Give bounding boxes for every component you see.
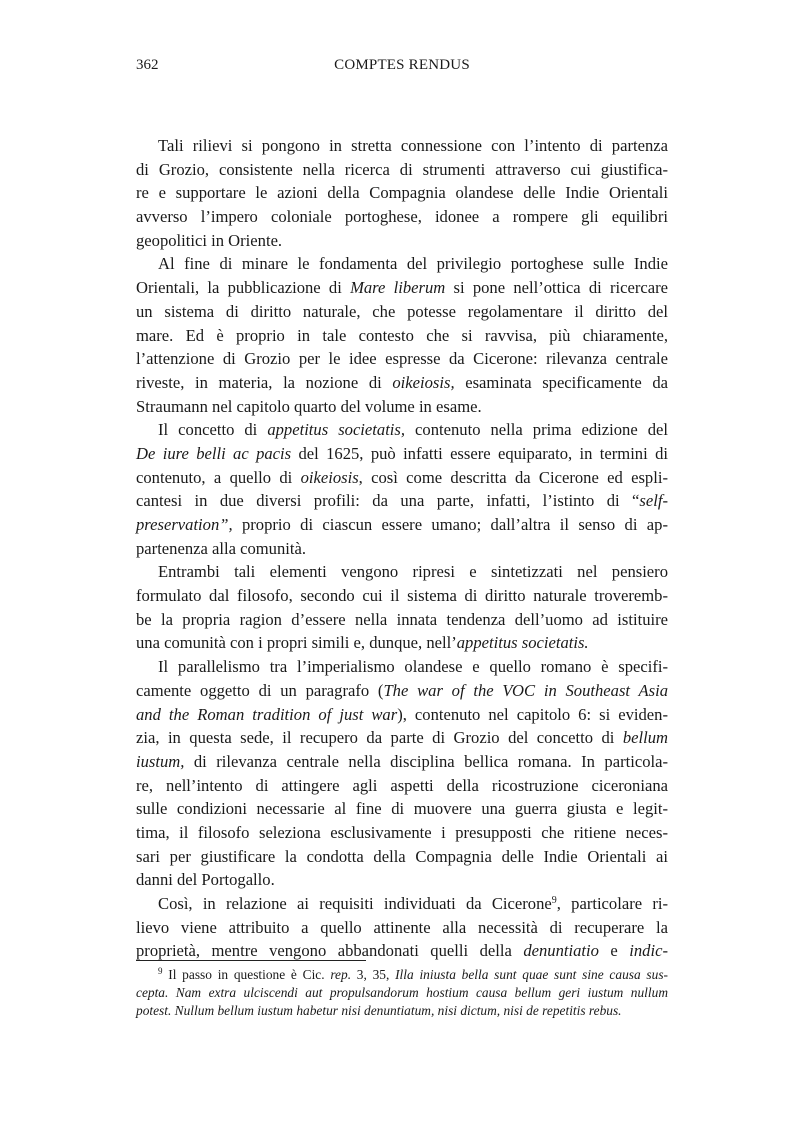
text-line bbox=[136, 134, 668, 158]
italic-text: potest. Nullum bellum iustum habetur nisi denuntiatum, nisi dictum, nisi de repetitis rebus. bbox=[136, 1003, 622, 1018]
text-run: cantesi in due diversi profili: da una parte, infatti, l’istinto di “ bbox=[136, 491, 640, 511]
text-line bbox=[136, 966, 668, 984]
text-line bbox=[136, 608, 668, 632]
text-line bbox=[136, 845, 668, 869]
text-line bbox=[136, 726, 668, 750]
italic-text: oikeiosis bbox=[300, 467, 359, 487]
text-line bbox=[136, 892, 668, 916]
text-run: tima, il filosofo seleziona esclusivamente i presupposti che ritiene neces- bbox=[136, 822, 668, 842]
text-run: geopolitici in Oriente. bbox=[136, 230, 283, 250]
page-header bbox=[136, 57, 668, 77]
text-run: partenenza alla comunità. bbox=[136, 538, 306, 558]
text-line bbox=[136, 252, 668, 276]
italic-text: Illa iniusta bella sunt quae sunt sine causa sus- bbox=[395, 967, 669, 982]
italic-text: appetitus societatis. bbox=[456, 633, 589, 653]
text-line bbox=[136, 181, 668, 205]
text-run: e bbox=[598, 941, 630, 961]
italic-text: self- bbox=[639, 491, 668, 511]
text-line bbox=[136, 631, 668, 655]
footnote-marker: 9 bbox=[158, 966, 163, 976]
text-run: proprietà, mentre vengono abbandonati quelli della bbox=[136, 941, 524, 961]
paragraph bbox=[136, 560, 668, 655]
text-run: camente oggetto di un paragrafo ( bbox=[136, 680, 384, 700]
text-run: del 1625, può infatti essere equiparato, in termini di bbox=[291, 443, 668, 463]
italic-text: appetitus societatis, bbox=[267, 420, 406, 440]
text-run: danni del Portogallo. bbox=[136, 870, 275, 890]
text-run: Entrambi tali elementi vengono ripresi e sintetizzati nel pensiero bbox=[158, 562, 668, 582]
italic-text: indic- bbox=[629, 941, 668, 961]
italic-text: denuntiatio bbox=[523, 941, 599, 961]
text-line bbox=[136, 797, 668, 821]
italic-text: iustum, bbox=[136, 751, 185, 771]
text-line bbox=[136, 916, 668, 940]
footnotes bbox=[136, 966, 668, 1020]
text-run: Il concetto di bbox=[158, 420, 268, 440]
text-line bbox=[136, 371, 668, 395]
text-line bbox=[136, 984, 668, 1002]
text-run: zia, in questa sede, il recupero da parte di Grozio del concetto di bbox=[136, 728, 623, 748]
text-run: re e supportare le azioni della Compagnia olandese delle Indie Orientali bbox=[136, 183, 668, 203]
text-line bbox=[136, 418, 668, 442]
italic-text: Mare liberum bbox=[350, 278, 446, 298]
italic-text: oikeiosis, bbox=[392, 372, 455, 392]
italic-text: The war of the VOC in Southeast Asia bbox=[383, 680, 668, 700]
text-run: formulato dal filosofo, secondo cui il sistema di diritto naturale troveremb- bbox=[136, 586, 668, 606]
text-run: be la propria ragion d’essere nella innata tendenza dell’uomo ad istituire bbox=[136, 609, 668, 629]
text-line bbox=[136, 466, 668, 490]
text-line bbox=[136, 1002, 668, 1020]
text-run: si pone nell’ottica di ricercare bbox=[445, 278, 668, 298]
text-run: sulle condizioni necessarie al fine di muovere una guerra giusta e legit- bbox=[136, 799, 668, 819]
text-line bbox=[136, 703, 668, 727]
italic-text: preservation”, bbox=[136, 515, 233, 534]
text-line bbox=[136, 324, 668, 348]
text-run: l’attenzione di Grozio per le idee espresse da Cicerone: rilevanza centrale bbox=[136, 349, 668, 369]
text-line bbox=[136, 205, 668, 229]
italic-text: bellum bbox=[622, 728, 668, 748]
text-line bbox=[136, 655, 668, 679]
text-run: di rilevanza centrale nella disciplina bellica romana. In particola- bbox=[184, 751, 668, 771]
text-run: esaminata specificamente da bbox=[454, 372, 668, 392]
text-run: Straumann nel capitolo quarto del volume in esame. bbox=[136, 396, 482, 416]
running-title: COMPTES RENDUS bbox=[334, 57, 470, 73]
paragraph bbox=[136, 418, 668, 560]
paragraph bbox=[136, 134, 668, 252]
paragraph bbox=[136, 655, 668, 892]
italic-text: cepta. Nam extra ulciscendi aut propulsandorum hostium causa bellum geri iustum nullum bbox=[136, 985, 668, 1000]
text-line bbox=[136, 442, 668, 466]
text-line bbox=[136, 489, 668, 513]
text-line bbox=[136, 276, 668, 300]
italic-text: De iure belli ac pacis bbox=[136, 443, 292, 463]
text-line bbox=[136, 679, 668, 703]
text-run: lievo viene attribuito a quello attinente alla necessità di recuperare la bbox=[136, 917, 668, 937]
text-run: 3, 35, bbox=[351, 967, 396, 982]
text-line bbox=[136, 560, 668, 584]
italic-text: and the Roman tradition of just war bbox=[136, 704, 398, 724]
text-run: contenuto nella prima edizione del bbox=[405, 420, 669, 440]
text-run: Il parallelismo tra l’imperialismo olandese e quello romano è specifi- bbox=[158, 657, 668, 677]
text-run: re, nell’intento di attingere agli aspetti della ricostruzione ciceroniana bbox=[136, 775, 668, 795]
text-line bbox=[136, 868, 668, 892]
text-run: di Grozio, consistente nella ricerca di strumenti attraverso cui giustifica- bbox=[136, 159, 668, 179]
text-run: Tali rilievi si pongono in stretta connessione con l’intento di partenza bbox=[158, 136, 668, 155]
text-run: un sistema di diritto naturale, che potesse regolamentare il diritto del bbox=[136, 301, 668, 321]
text-run: Al fine di minare le fondamenta del privilegio portoghese sulle Indie bbox=[158, 254, 668, 274]
text-run: sari per giustificare la condotta della Compagnia delle Indie Orientali ai bbox=[136, 846, 668, 866]
text-line bbox=[136, 395, 668, 419]
text-run: proprio di ciascun essere umano; dall’altra il senso di ap- bbox=[232, 515, 668, 534]
text-line bbox=[136, 229, 668, 253]
text-run: Il passo in questione è Cic. bbox=[162, 967, 331, 982]
text-run: , particolare ri- bbox=[556, 894, 668, 913]
text-run: avverso l’impero coloniale portoghese, idonee a rompere gli equilibri bbox=[136, 207, 668, 227]
text-run: riveste, in materia, la nozione di bbox=[136, 372, 393, 392]
text-line bbox=[136, 584, 668, 608]
page-number: 362 bbox=[136, 57, 159, 73]
body-text bbox=[136, 134, 668, 963]
text-line bbox=[136, 750, 668, 774]
footnote-marker: 9 bbox=[551, 895, 557, 906]
text-run: ), contenuto nel capitolo 6: si eviden- bbox=[397, 704, 668, 724]
paragraph bbox=[136, 892, 668, 963]
text-line bbox=[136, 158, 668, 182]
footnote-separator bbox=[136, 960, 366, 961]
italic-text: rep. bbox=[330, 967, 352, 982]
text-line bbox=[136, 821, 668, 845]
text-run: mare. Ed è proprio in tale contesto che si ravvisa, più chiaramente, bbox=[136, 325, 668, 345]
text-run: Così, in relazione ai requisiti individuati da Cicerone bbox=[158, 894, 552, 913]
text-run: una comunità con i propri simili e, dunque, nell’ bbox=[136, 633, 457, 653]
text-run: Orientali, la pubblicazione di bbox=[136, 278, 351, 298]
text-run: , così come descritta da Cicerone ed espli- bbox=[358, 467, 668, 487]
text-line bbox=[136, 300, 668, 324]
footnote bbox=[136, 966, 668, 1020]
text-line bbox=[136, 513, 668, 537]
paragraph bbox=[136, 252, 668, 418]
text-line bbox=[136, 537, 668, 561]
text-line bbox=[136, 347, 668, 371]
text-line bbox=[136, 774, 668, 798]
text-run: contenuto, a quello di bbox=[136, 467, 301, 487]
